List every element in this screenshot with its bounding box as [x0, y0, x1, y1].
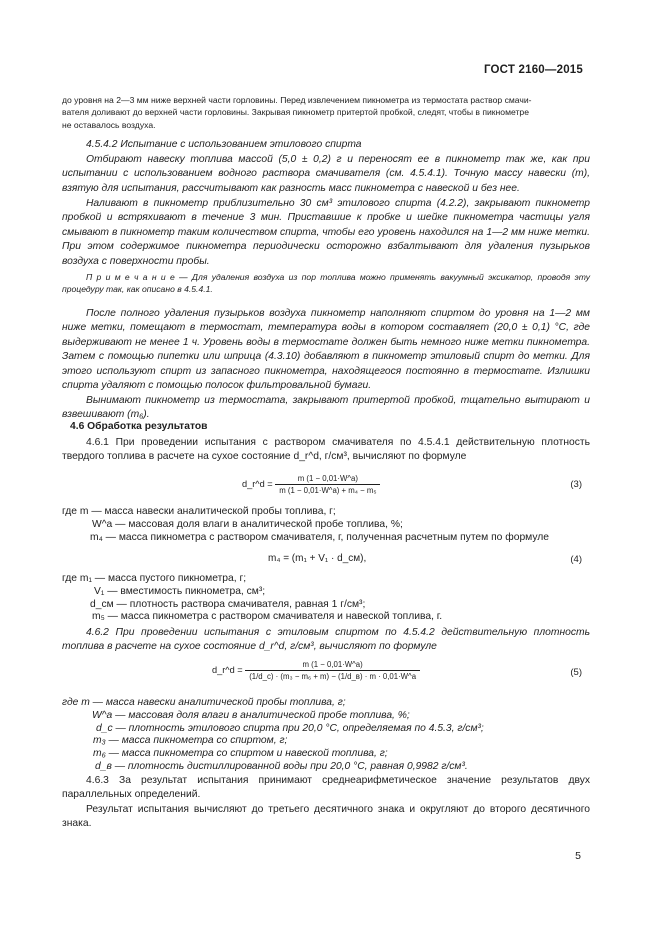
symbol: где m —: [62, 697, 103, 708]
definition: масса пустого пикнометра, г;: [107, 573, 247, 584]
definition: масса пикнометра со спиртом и навеской топлива, г;: [121, 748, 388, 760]
definitions-list: [62, 697, 590, 774]
equation-number: (4): [570, 554, 582, 565]
symbol: m₅ —: [92, 611, 118, 623]
section-heading-46: 4.6 Обработка результатов: [70, 421, 208, 432]
definition: масса пикнометра с раствором смачивателя и навеской топлива, г.: [120, 611, 443, 623]
symbol: W^a —: [92, 709, 126, 721]
definition-row: [62, 519, 590, 532]
definitions-list: [62, 573, 590, 624]
note: П р и м е ч а н и е — Для удаления воздуха из пор топлива можно применять вакуумный эксикатор, проводя эту процедуру так, как описано в 4.5.4.1.: [62, 272, 590, 295]
denominator: m (1 − 0,01·W^a) + m₄ − m₅: [279, 486, 377, 495]
numerator: m (1 − 0,01·W^a): [245, 660, 420, 671]
definition-row: [62, 710, 590, 723]
continuation-paragraph: [62, 94, 590, 131]
section-heading-4542: 4.5.4.2 Испытание с использованием этилового спирта: [86, 139, 362, 150]
formula-5: [212, 660, 420, 681]
denominator: (1/d_c) · (m₃ − m₆ + m) − (1/d_в) · m · 0,01·W^a: [249, 672, 417, 681]
definition: массовая доля влаги в аналитической пробе топлива, %;: [128, 518, 403, 530]
symbol: d_c —: [96, 722, 126, 734]
symbol: V₁ —: [94, 585, 118, 597]
paragraph: Результат испытания вычисляют до третьего десятичного знака и округляют до второго десятичного знака.: [62, 804, 590, 830]
definition: масса навески аналитической пробы топлива, г;: [104, 506, 336, 517]
definition: плотность этилового спирта при 20,0 °С, определяемая по 4.5.3, г/см³;: [128, 722, 484, 734]
definition-row: [62, 586, 590, 599]
definition-row: [62, 611, 590, 624]
definitions-list: [62, 506, 590, 544]
symbol: W^a —: [92, 518, 126, 530]
definition-row: [62, 761, 590, 774]
text-line: не оставалось воздуха.: [62, 119, 156, 130]
formula-fraction: [275, 474, 380, 495]
definition-row: [62, 723, 590, 736]
definition-row: [62, 506, 590, 519]
definition: массовая доля влаги в аналитической пробе топлива, %;: [128, 709, 410, 721]
symbol: где m —: [62, 506, 102, 517]
definition-row: [62, 532, 590, 545]
symbol: m₄ —: [90, 531, 116, 543]
symbol: d_см —: [90, 598, 127, 610]
definition: плотность дистиллированной воды при 20,0 °С, равная 0,9982 г/см³.: [127, 760, 468, 772]
symbol: m₆ —: [93, 748, 119, 760]
paragraph: 4.6.2 При проведении испытания с этиловым спиртом по 4.5.4.2 действительную плотность топлива в расчете на сухое состояние d_r^d, г/см³, вычисляют по формуле: [62, 627, 590, 653]
paragraph: Наливают в пикнометр приблизительно 30 см³ этилового спирта (4.2.2), закрывают пикнометр пробкой и встряхивают в течение 3 мин. Приставшие к пробке и шейке пикнометра частицы угля смывают в пикнометр таким количеством спирта, чтобы его уровень находился на 1—2 мм ниже метки. При этом содержимое пикнометра периодически осторожно взбалтывают для удаления пузырьков воздуха с поверхности пробы.: [62, 198, 590, 267]
definition: масса навески аналитической пробы топлива, г;: [105, 697, 346, 708]
text-line: до уровня на 2—3 мм ниже верхней части горловины. Перед извлечением пикнометра из термостата раствор смачи-: [62, 95, 532, 105]
equation-number: (3): [570, 479, 582, 490]
numerator: m (1 − 0,01·W^a): [275, 474, 380, 485]
definition: вместимость пикнометра, см³;: [120, 585, 266, 597]
formula-lhs: d_r^d =: [212, 664, 243, 675]
document-header: ГОСТ 2160—2015: [483, 64, 583, 76]
definition-row: [62, 599, 590, 612]
page-number: 5: [575, 850, 581, 862]
formula-lhs: d_r^d =: [242, 478, 273, 489]
equation-number: (5): [570, 667, 582, 678]
paragraph: Вынимают пикнометр из термостата, закрывают притертой пробкой, тщательно вытирают и взвешивают (m₆).: [62, 395, 590, 421]
definition-row: [62, 697, 590, 710]
paragraph: 4.6.1 При проведении испытания с раствором смачивателя по 4.5.4.1 действительную плотность твердого топлива в расчете на сухое состояние d_r^d, г/см³, вычисляют по формуле: [62, 437, 590, 463]
formula-3: [242, 474, 380, 495]
symbol: d_в —: [95, 760, 125, 772]
definition: масса пикнометра с раствором смачивателя, г, полученная расчетным путем по формуле: [118, 531, 550, 543]
paragraph: Отбирают навеску топлива массой (5,0 ± 0,2) г и переносят ее в пикнометр так же, как при испытании с использованием водного раствора смачивателя (см. 4.5.4.1). Точную массу навески (m), взятую для испытания, рассчитывают как разность масс пикнометра с навеской и без нее.: [62, 154, 590, 194]
paragraph: После полного удаления пузырьков воздуха пикнометр наполняют спиртом до уровня на 1—2 мм ниже метки, помещают в термостат, температура воды в котором составляет (20,0 ± 0,1) °С, где выдерживают не менее 1 ч. Уровень воды в термостате должен быть немного ниже метки пикнометра. Затем с помощью пипетки или шприца (4.3.10) добавляют в пикнометр этиловый спирт до метки. Для этого используют спирт из запасного пикнометра, находящегося постоянно в термостате. Излишки спирта удаляют с помощью полосок фильтровальной бумаги.: [62, 308, 590, 392]
definition-row: [62, 735, 590, 748]
text-line: вателя доливают до верхней части горловины. Закрывая пикнометр притертой пробкой, следят, чтобы в пикнометре: [62, 107, 529, 118]
symbol: m₃ —: [93, 735, 119, 747]
formula-fraction: [245, 660, 420, 681]
definition: плотность раствора смачивателя, равная 1 г/см³;: [129, 598, 366, 610]
definition: масса пикнометра со спиртом, г;: [121, 735, 288, 747]
definition-row: [62, 748, 590, 761]
symbol: где m₁ —: [62, 573, 106, 584]
formula-4: m₄ = (m₁ + V₁ · d_см),: [268, 553, 367, 564]
definition-row: [62, 573, 590, 586]
paragraph: 4.6.3 За результат испытания принимают среднеарифметическое значение результатов двух параллельных определений.: [62, 775, 590, 801]
